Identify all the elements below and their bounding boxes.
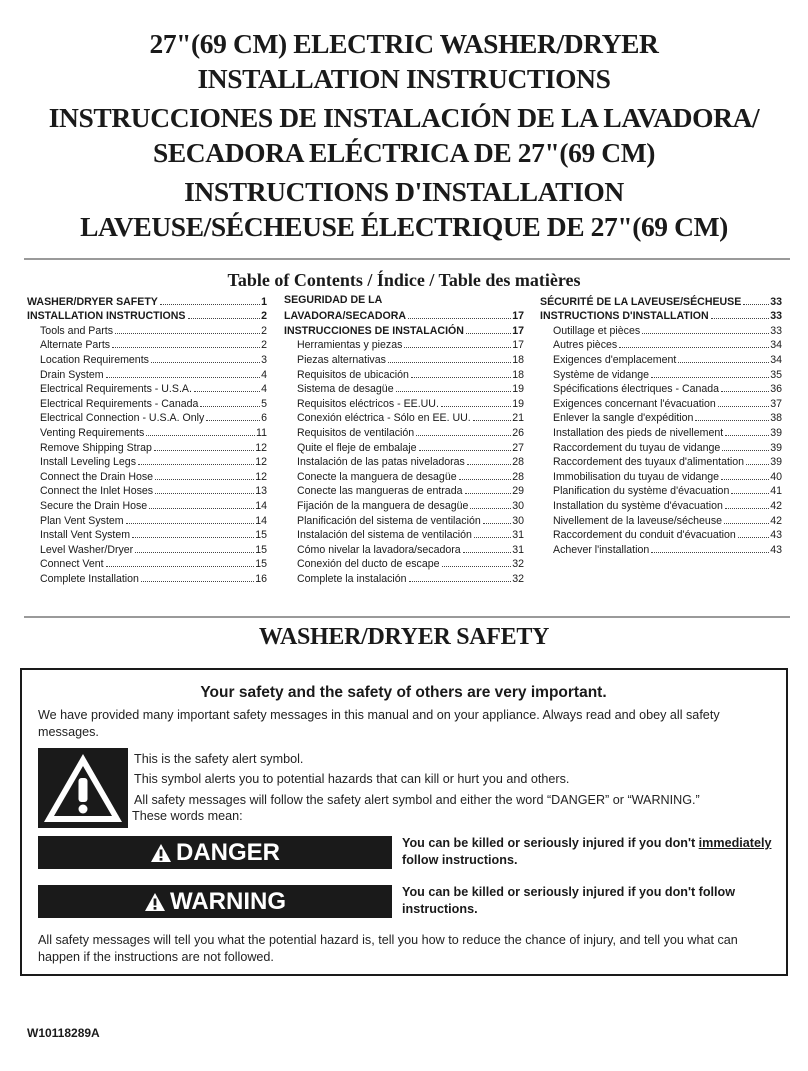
- toc-entry-label: Raccordement du tuyau de vidange: [553, 441, 721, 454]
- toc-entry-page: 33: [770, 295, 782, 308]
- symbol-line-4: These words mean:: [132, 809, 243, 823]
- toc-leader-dots: [416, 435, 511, 436]
- toc-entry-page: 26: [512, 426, 524, 439]
- warning-description: You can be killed or seriously injured if you don't follow instructions.: [402, 885, 736, 916]
- toc-entry-label: INSTALLATION INSTRUCTIONS: [27, 310, 186, 323]
- toc-entry: [27, 570, 267, 585]
- title-fr-line1: INSTRUCTIONS D'INSTALLATION: [184, 176, 624, 207]
- toc-entry-page: 32: [512, 558, 524, 571]
- toc-entry-label: Sistema de desagüe: [297, 383, 394, 396]
- danger-word: DANGER: [175, 838, 280, 866]
- toc-entry: [540, 308, 782, 323]
- toc-leader-dots: [155, 479, 254, 480]
- toc-entry-page: 16: [255, 572, 267, 585]
- toc-entry: [284, 541, 524, 556]
- toc-entry: [284, 468, 524, 483]
- toc-entry-label: Spécifications électriques - Canada: [553, 383, 720, 396]
- toc-entry-page: 38: [770, 412, 782, 425]
- toc-entry: [27, 497, 267, 512]
- toc-entry: [540, 351, 782, 366]
- toc-entry: [27, 322, 267, 337]
- toc-leader-dots: [725, 508, 769, 509]
- toc-leader-dots: [141, 581, 254, 582]
- toc-entry-label: Secure the Drain Hose: [40, 499, 148, 512]
- toc-entry-label: Drain System: [40, 368, 104, 381]
- toc-column-spanish: [284, 293, 524, 585]
- toc-entry-label: Raccordement des tuyaux d'alimentation: [553, 456, 745, 469]
- toc-entry: [284, 381, 524, 396]
- toc-entry-page: 17: [512, 324, 524, 337]
- toc-entry-label: Piezas alternativas: [297, 353, 386, 366]
- section-divider: [24, 616, 790, 618]
- toc-entry: [284, 395, 524, 410]
- toc-entry: [540, 527, 782, 542]
- toc-entry: [540, 395, 782, 410]
- toc-entry-page: 6: [261, 412, 267, 425]
- toc-entry: [540, 454, 782, 469]
- toc-entry-label: Installation du système d'évacuation: [553, 499, 723, 512]
- toc-entry-label: Exigences concernant l'évacuation: [553, 397, 716, 410]
- toc-entry-page: 14: [255, 499, 267, 512]
- toc-entry-label: Electrical Connection - U.S.A. Only: [40, 412, 205, 425]
- danger-text-after: follow instructions.: [402, 852, 518, 867]
- toc-entry: [27, 556, 267, 571]
- toc-spanish-header: SEGURIDAD DE LA: [284, 294, 383, 306]
- toc-entry-label: Conecte la manguera de desagüe: [297, 470, 457, 483]
- toc-entry-page: 42: [770, 499, 782, 512]
- toc-entry-label: Electrical Requirements - Canada: [40, 397, 199, 410]
- toc-entry-label: Planificación del sistema de ventilación: [297, 514, 481, 527]
- toc-entry-page: 17: [512, 339, 524, 352]
- toc-entry: [540, 410, 782, 425]
- toc-entry-label: Cómo nivelar la lavadora/secadora: [297, 543, 461, 556]
- toc-leader-dots: [466, 333, 511, 334]
- alert-triangle-icon: [144, 892, 166, 912]
- toc-entry-page: 36: [770, 383, 782, 396]
- toc-entry-page: 19: [512, 397, 524, 410]
- toc-entry-label: Level Washer/Dryer: [40, 543, 134, 556]
- toc-entry-page: 18: [512, 353, 524, 366]
- toc-leader-dots: [473, 420, 512, 421]
- toc-entry: [284, 483, 524, 498]
- toc-entry: [540, 424, 782, 439]
- toc-entry-label: Complete Installation: [40, 572, 139, 585]
- toc-entry-page: 21: [512, 412, 524, 425]
- toc-entry-page: 31: [512, 529, 524, 542]
- toc-entry-label: WASHER/DRYER SAFETY: [27, 295, 158, 308]
- toc-entry: [284, 439, 524, 454]
- toc-entry-label: Conexión eléctrica - Sólo en EE. UU.: [297, 412, 471, 425]
- toc-entry-page: 34: [770, 339, 782, 352]
- toc-leader-dots: [160, 304, 260, 305]
- title-en-line2: INSTALLATION INSTRUCTIONS: [197, 63, 611, 94]
- toc-entry-label: Alternate Parts: [40, 339, 111, 352]
- toc-entry: [540, 337, 782, 352]
- toc-entry: [27, 439, 267, 454]
- toc-leader-dots: [138, 464, 254, 465]
- toc-entry-label: Exigences d'emplacement: [553, 353, 677, 366]
- toc-entry-page: 4: [261, 368, 267, 381]
- toc-entry-page: 3: [261, 353, 267, 366]
- toc-entry: [27, 483, 267, 498]
- toc-entry-label: Outillage et pièces: [553, 324, 641, 337]
- toc-entry: [284, 366, 524, 381]
- toc-entry-page: 4: [261, 383, 267, 396]
- toc-entry: [540, 322, 782, 337]
- toc-entry-page: 27: [512, 441, 524, 454]
- toc-entry: [284, 410, 524, 425]
- toc-entry: [284, 322, 524, 337]
- toc-entry-page: 33: [770, 310, 782, 323]
- toc-leader-dots: [151, 362, 260, 363]
- toc-entry: [540, 439, 782, 454]
- title-es-line1: INSTRUCCIONES DE INSTALACIÓN DE LA LAVADORA/: [48, 102, 760, 133]
- section-title: WASHER/DRYER SAFETY: [258, 624, 550, 650]
- document-code: W10118289A: [27, 1026, 100, 1040]
- toc-entry-label: Immobilisation du tuyau de vidange: [553, 470, 720, 483]
- toc-leader-dots: [678, 362, 769, 363]
- safety-alert-icon: [38, 748, 128, 828]
- toc-entry-page: 2: [261, 339, 267, 352]
- toc-leader-dots: [463, 552, 512, 553]
- toc-entry: [284, 556, 524, 571]
- toc-entry-label: Planification du système d'évacuation: [553, 485, 730, 498]
- toc-entry-label: Conecte las mangueras de entrada: [297, 485, 463, 498]
- toc-leader-dots: [459, 479, 512, 480]
- title-fr-line2: LAVEUSE/SÉCHEUSE ÉLECTRIQUE DE 27"(69 CM): [80, 211, 728, 242]
- toc-entry-label: Autres pièces: [553, 339, 618, 352]
- toc-heading: Table of Contents / Índice / Table des matières: [227, 270, 581, 290]
- toc-leader-dots: [106, 566, 255, 567]
- title-en-line1: 27"(69 CM) ELECTRIC WASHER/DRYER: [149, 28, 659, 59]
- toc-divider: [24, 258, 790, 260]
- toc-entry-page: 30: [512, 514, 524, 527]
- toc-entry: [284, 512, 524, 527]
- toc-entry-label: Complete la instalación: [297, 572, 407, 585]
- toc-entry: [284, 497, 524, 512]
- toc-entry-page: 39: [770, 456, 782, 469]
- toc-entry-label: Electrical Requirements - U.S.A.: [40, 383, 192, 396]
- toc-entry-page: 32: [512, 572, 524, 585]
- toc-entry: [284, 308, 524, 323]
- toc-entry-page: 18: [512, 368, 524, 381]
- toc-entry-label: Raccordement du conduit d'évacuation: [553, 529, 736, 542]
- toc-leader-dots: [738, 537, 769, 538]
- toc-leader-dots: [155, 493, 254, 494]
- toc-leader-dots: [470, 508, 511, 509]
- alert-triangle-icon: [150, 843, 172, 863]
- toc-entry-label: Achever l'installation: [553, 543, 650, 556]
- toc-leader-dots: [721, 479, 769, 480]
- toc-leader-dots: [188, 318, 261, 319]
- toc-entry-label: INSTRUCTIONS D'INSTALLATION: [540, 310, 709, 323]
- danger-text-emphasis: immediately: [698, 836, 772, 850]
- toc-entry-label: SÉCURITÉ DE LA LAVEUSE/SÉCHEUSE: [540, 295, 742, 308]
- toc-entry-label: Conexión del ducto de escape: [297, 558, 440, 571]
- toc-entry: [27, 366, 267, 381]
- toc-leader-dots: [474, 537, 511, 538]
- safety-footer: All safety messages will tell you what the potential hazard is, tell you how to reduce the chance of injury, and tell you what can happen if the instructions are not followed.: [38, 933, 738, 964]
- toc-leader-dots: [718, 406, 769, 407]
- toc-entry-label: Installation des pieds de nivellement: [553, 426, 724, 439]
- toc-leader-dots: [419, 450, 512, 451]
- safety-intro: We have provided many important safety messages in this manual and on your appliance. Always read and obey all safety messages.: [38, 708, 720, 739]
- toc-column-french: [540, 293, 782, 556]
- toc-entry-page: 41: [770, 485, 782, 498]
- toc-entry-label: Install Vent System: [40, 529, 131, 542]
- toc-entry-page: 43: [770, 543, 782, 556]
- toc-entry-label: Requisitos de ubicación: [297, 368, 409, 381]
- toc-entry: [27, 527, 267, 542]
- toc-entry-label: Fijación de la manguera de desagüe: [297, 499, 469, 512]
- toc-entry-label: Tools and Parts: [40, 324, 114, 337]
- toc-entry-page: 29: [512, 485, 524, 498]
- toc-leader-dots: [695, 420, 769, 421]
- toc-entry: [540, 366, 782, 381]
- toc-entry: [284, 454, 524, 469]
- title-es-line2: SECADORA ELÉCTRICA DE 27"(69 CM): [152, 137, 656, 168]
- toc-entry: [27, 410, 267, 425]
- toc-leader-dots: [146, 435, 255, 436]
- toc-entry-label: Location Requirements: [40, 353, 149, 366]
- toc-leader-dots: [724, 523, 769, 524]
- toc-leader-dots: [200, 406, 260, 407]
- toc-leader-dots: [465, 493, 512, 494]
- toc-leader-dots: [725, 435, 769, 436]
- toc-entry-page: 12: [255, 456, 267, 469]
- toc-entry-label: INSTRUCCIONES DE INSTALACIÓN: [284, 324, 464, 337]
- toc-entry-page: 35: [770, 368, 782, 381]
- safety-box: [20, 668, 788, 976]
- toc-leader-dots: [396, 391, 512, 392]
- toc-entry-page: 14: [255, 514, 267, 527]
- toc-leader-dots: [619, 347, 769, 348]
- toc-entry-label: Herramientas y piezas: [297, 339, 403, 352]
- toc-leader-dots: [409, 581, 512, 582]
- toc-entry-page: 34: [770, 353, 782, 366]
- document-titles: [0, 26, 808, 244]
- toc-entry-page: 2: [261, 324, 267, 337]
- toc-leader-dots: [711, 318, 770, 319]
- toc-entry: [27, 337, 267, 352]
- toc-leader-dots: [442, 566, 512, 567]
- toc-leader-dots: [651, 377, 769, 378]
- toc-entry-page: 40: [770, 470, 782, 483]
- toc-entry: [284, 424, 524, 439]
- toc-leader-dots: [746, 464, 769, 465]
- toc-entry-page: 19: [512, 383, 524, 396]
- toc-entry: [27, 512, 267, 527]
- toc-entry: [540, 497, 782, 512]
- warning-label: [38, 885, 392, 918]
- toc-entry-label: Connect Vent: [40, 558, 104, 571]
- danger-description: [402, 835, 782, 868]
- toc-entry-page: 17: [512, 310, 524, 323]
- toc-leader-dots: [135, 552, 254, 553]
- toc-entry-page: 11: [256, 426, 267, 439]
- toc-entry-label: Quite el fleje de embalaje: [297, 441, 417, 454]
- toc-leader-dots: [404, 347, 511, 348]
- danger-label: [38, 836, 392, 869]
- toc-entry-page: 15: [255, 529, 267, 542]
- toc-entry: [27, 468, 267, 483]
- toc-entry-page: 13: [255, 485, 267, 498]
- toc-leader-dots: [411, 377, 511, 378]
- toc-entry: [540, 381, 782, 396]
- toc-leader-dots: [441, 406, 511, 407]
- toc-entry: [27, 381, 267, 396]
- toc-entry-label: Instalación del sistema de ventilación: [297, 529, 472, 542]
- toc-entry-page: 15: [255, 543, 267, 556]
- toc-entry: [27, 395, 267, 410]
- toc-leader-dots: [154, 450, 254, 451]
- toc-entry-page: 12: [255, 441, 267, 454]
- toc-entry: [540, 468, 782, 483]
- toc-entry-label: Connect the Inlet Hoses: [40, 485, 154, 498]
- toc-leader-dots: [722, 450, 769, 451]
- toc-entry-page: 43: [770, 529, 782, 542]
- toc-leader-dots: [132, 537, 254, 538]
- toc-leader-dots: [149, 508, 254, 509]
- toc-entry-label: LAVADORA/SECADORA: [284, 310, 407, 323]
- toc-entry-label: Requisitos de ventilación: [297, 426, 415, 439]
- toc-leader-dots: [743, 304, 769, 305]
- toc-entry-label: Install Leveling Legs: [40, 456, 136, 469]
- toc-leader-dots: [194, 391, 260, 392]
- toc-entry: [284, 337, 524, 352]
- symbol-line-1: This is the safety alert symbol.: [134, 752, 304, 766]
- toc-leader-dots: [115, 333, 260, 334]
- toc-entry: [27, 351, 267, 366]
- toc-entry: [27, 293, 267, 308]
- toc-entry-page: 15: [255, 558, 267, 571]
- toc-entry-label: Requisitos eléctricos - EE.UU.: [297, 397, 439, 410]
- toc-entry-page: 33: [770, 324, 782, 337]
- toc-leader-dots: [206, 420, 260, 421]
- toc-entry: [284, 570, 524, 585]
- toc-entry-page: 30: [512, 499, 524, 512]
- toc-entry-label: Venting Requirements: [40, 426, 145, 439]
- toc-entry: [27, 424, 267, 439]
- toc-entry-label: Remove Shipping Strap: [40, 441, 152, 454]
- toc-leader-dots: [721, 391, 769, 392]
- toc-entry-label: Plan Vent System: [40, 514, 124, 527]
- toc-entry-label: Connect the Drain Hose: [40, 470, 154, 483]
- toc-column-english: [27, 293, 267, 585]
- safety-box-heading: Your safety and the safety of others are very important.: [200, 684, 607, 701]
- toc-leader-dots: [483, 523, 511, 524]
- toc-entry: [27, 541, 267, 556]
- toc-entry-page: 31: [512, 543, 524, 556]
- symbol-line-2: This symbol alerts you to potential hazards that can kill or hurt you and others.: [134, 772, 570, 786]
- toc-entry: [540, 483, 782, 498]
- warning-word: WARNING: [170, 887, 286, 915]
- toc-entry-label: Instalación de las patas niveladoras: [297, 456, 465, 469]
- toc-entry: [284, 527, 524, 542]
- toc-leader-dots: [467, 464, 511, 465]
- toc-entry: [540, 293, 782, 308]
- toc-leader-dots: [651, 552, 769, 553]
- toc-leader-dots: [126, 523, 255, 524]
- toc-leader-dots: [408, 318, 511, 319]
- toc-entry-page: 28: [512, 470, 524, 483]
- symbol-line-3: All safety messages will follow the safety alert symbol and either the word “DANGER” or “WARNING.”: [134, 793, 700, 807]
- toc-entry: [540, 541, 782, 556]
- toc-entry-page: 12: [255, 470, 267, 483]
- toc-leader-dots: [731, 493, 769, 494]
- toc-entry-page: 37: [770, 397, 782, 410]
- toc-entry-page: 39: [770, 441, 782, 454]
- toc-entry-page: 1: [261, 295, 267, 308]
- toc-entry-label: Nivellement de la laveuse/sécheuse: [553, 514, 723, 527]
- toc-entry-label: Enlever la sangle d'expédition: [553, 412, 694, 425]
- toc-entry: [27, 308, 267, 323]
- toc-entry-page: 28: [512, 456, 524, 469]
- toc-entry: [27, 454, 267, 469]
- toc-entry-page: 42: [770, 514, 782, 527]
- toc-leader-dots: [106, 377, 261, 378]
- danger-text-before: You can be killed or seriously injured if you don't: [402, 836, 699, 850]
- toc-entry-page: 39: [770, 426, 782, 439]
- toc-entry: [540, 512, 782, 527]
- toc-entry: [284, 351, 524, 366]
- toc-entry-page: 2: [261, 310, 267, 323]
- toc-leader-dots: [112, 347, 260, 348]
- toc-leader-dots: [388, 362, 511, 363]
- toc-entry-page: 5: [261, 397, 267, 410]
- toc-leader-dots: [642, 333, 769, 334]
- toc-entry-label: Système de vidange: [553, 368, 649, 381]
